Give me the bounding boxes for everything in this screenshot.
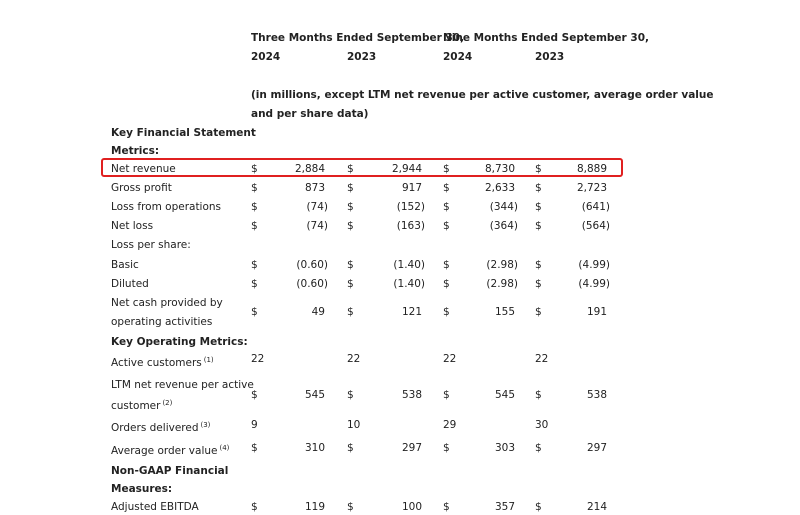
units-note-line1: (in millions, except LTM net revenue per active customer, average order value <box>251 89 714 101</box>
value-ltm-q3-2023: 538 <box>401 389 422 401</box>
value-net-loss-9m-2023: (564) <box>581 220 610 232</box>
value-gross-profit-9m-2023: 2,723 <box>576 182 607 194</box>
currency-symbol: $ <box>251 278 258 290</box>
value-basic-q3-2024: (0.60) <box>296 259 328 271</box>
units-note-line2: and per share data) <box>251 108 369 120</box>
value-net-revenue-q3-2024: 2,884 <box>294 163 325 175</box>
value-orders-9m-2023: 30 <box>535 419 549 431</box>
header-three-months: Three Months Ended September 30, <box>251 32 465 44</box>
currency-symbol: $ <box>535 306 542 318</box>
row-label-net-revenue: Net revenue <box>111 163 176 175</box>
currency-symbol: $ <box>347 220 354 232</box>
footnote-marker: (4) <box>219 444 230 452</box>
row-label-active-customers: Active customers $^{(1)}$ <box>111 356 214 369</box>
value-aov-9m-2023: 297 <box>586 442 607 454</box>
value-net-revenue-9m-2023: 8,889 <box>576 163 607 175</box>
header-year-2024-three: 2024 <box>251 51 281 63</box>
value-diluted-9m-2023: (4.99) <box>578 278 610 290</box>
currency-symbol: $ <box>251 501 258 513</box>
value-active-customers-9m-2024: 22 <box>443 353 457 365</box>
value-net-loss-9m-2024: (364) <box>489 220 518 232</box>
row-label-net-loss: Net loss <box>111 220 154 232</box>
currency-symbol: $ <box>535 201 542 213</box>
value-ebitda-9m-2023: 214 <box>586 501 607 513</box>
row-label-diluted: Diluted <box>111 278 149 290</box>
currency-symbol: $ <box>535 389 542 401</box>
currency-symbol: $ <box>251 442 258 454</box>
value-net-cash-9m-2023: 191 <box>586 306 607 318</box>
currency-symbol: $ <box>347 201 354 213</box>
value-ebitda-q3-2024: 119 <box>304 501 325 513</box>
currency-symbol: $ <box>251 201 258 213</box>
currency-symbol: $ <box>535 501 542 513</box>
currency-symbol: $ <box>347 442 354 454</box>
value-ebitda-q3-2023: 100 <box>401 501 422 513</box>
section-key-financial-2: Metrics: <box>111 145 160 157</box>
currency-symbol: $ <box>347 389 354 401</box>
value-net-loss-q3-2024: (74) <box>306 220 328 232</box>
currency-symbol: $ <box>535 259 542 271</box>
value-active-customers-q3-2024: 22 <box>251 353 265 365</box>
value-net-cash-9m-2024: 155 <box>494 306 515 318</box>
currency-symbol: $ <box>535 278 542 290</box>
value-aov-q3-2024: 310 <box>304 442 325 454</box>
value-loss-ops-q3-2023: (152) <box>396 201 425 213</box>
section-non-gaap-2: Measures: <box>111 483 173 495</box>
currency-symbol: $ <box>535 182 542 194</box>
value-net-cash-q3-2023: 121 <box>401 306 422 318</box>
value-active-customers-9m-2023: 22 <box>535 353 549 365</box>
value-basic-q3-2023: (1.40) <box>393 259 425 271</box>
value-aov-q3-2023: 297 <box>401 442 422 454</box>
currency-symbol: $ <box>251 389 258 401</box>
value-ebitda-9m-2024: 357 <box>494 501 515 513</box>
value-gross-profit-q3-2023: 917 <box>401 182 422 194</box>
currency-symbol: $ <box>443 501 450 513</box>
currency-symbol: $ <box>535 220 542 232</box>
currency-symbol: $ <box>347 306 354 318</box>
row-label-loss-from-operations: Loss from operations <box>111 201 222 213</box>
header-year-2023-nine: 2023 <box>535 51 565 63</box>
currency-symbol: $ <box>347 259 354 271</box>
row-label-loss-per-share: Loss per share: <box>111 239 191 251</box>
value-ltm-9m-2023: 538 <box>586 389 607 401</box>
row-label-average-order-value: Average order value $^{(4)}$ <box>111 444 230 457</box>
value-diluted-q3-2023: (1.40) <box>393 278 425 290</box>
currency-symbol: $ <box>251 182 258 194</box>
row-label-ltm-1: LTM net revenue per active <box>111 379 254 391</box>
row-label-adjusted-ebitda: Adjusted EBITDA <box>111 501 199 513</box>
currency-symbol: $ <box>347 501 354 513</box>
value-gross-profit-q3-2024: 873 <box>304 182 325 194</box>
currency-symbol: $ <box>251 163 258 175</box>
header-nine-months: Nine Months Ended September 30, <box>443 32 649 44</box>
currency-symbol: $ <box>535 442 542 454</box>
currency-symbol: $ <box>347 182 354 194</box>
currency-symbol: $ <box>347 278 354 290</box>
header-year-2023-three: 2023 <box>347 51 377 63</box>
currency-symbol: $ <box>443 389 450 401</box>
value-orders-q3-2024: 9 <box>251 419 258 431</box>
value-net-revenue-q3-2023: 2,944 <box>391 163 422 175</box>
footnote-marker: (2) <box>162 399 173 407</box>
currency-symbol: $ <box>347 163 354 175</box>
value-diluted-q3-2024: (0.60) <box>296 278 328 290</box>
currency-symbol: $ <box>443 442 450 454</box>
footnote-marker: (3) <box>200 421 211 429</box>
currency-symbol: $ <box>443 201 450 213</box>
value-loss-ops-q3-2024: (74) <box>306 201 328 213</box>
value-net-loss-q3-2023: (163) <box>396 220 425 232</box>
value-active-customers-q3-2023: 22 <box>347 353 361 365</box>
value-orders-q3-2023: 10 <box>347 419 361 431</box>
currency-symbol: $ <box>251 220 258 232</box>
value-ltm-q3-2024: 545 <box>304 389 325 401</box>
value-net-revenue-9m-2024: 8,730 <box>484 163 515 175</box>
row-label-gross-profit: Gross profit <box>111 182 172 194</box>
currency-symbol: $ <box>443 163 450 175</box>
row-label-net-cash-1: Net cash provided by <box>111 297 223 309</box>
section-non-gaap-1: Non-GAAP Financial <box>111 465 229 477</box>
value-net-cash-q3-2024: 49 <box>311 306 325 318</box>
value-basic-9m-2024: (2.98) <box>486 259 518 271</box>
row-label-basic: Basic <box>111 259 139 271</box>
header-year-2024-nine: 2024 <box>443 51 473 63</box>
row-label-orders-delivered: Orders delivered $^{(3)}$ <box>111 421 211 434</box>
currency-symbol: $ <box>443 259 450 271</box>
currency-symbol: $ <box>443 220 450 232</box>
currency-symbol: $ <box>443 306 450 318</box>
value-basic-9m-2023: (4.99) <box>578 259 610 271</box>
value-ltm-9m-2024: 545 <box>494 389 515 401</box>
value-gross-profit-9m-2024: 2,633 <box>484 182 515 194</box>
section-key-financial-1: Key Financial Statement <box>111 127 256 139</box>
row-label-ltm-2: customer $^{(2)}$ <box>111 399 173 412</box>
footnote-marker: (1) <box>203 356 214 364</box>
value-loss-ops-9m-2023: (641) <box>581 201 610 213</box>
row-label-net-cash-2: operating activities <box>111 316 213 328</box>
currency-symbol: $ <box>251 306 258 318</box>
currency-symbol: $ <box>251 259 258 271</box>
currency-symbol: $ <box>443 182 450 194</box>
currency-symbol: $ <box>443 278 450 290</box>
value-orders-9m-2024: 29 <box>443 419 457 431</box>
value-loss-ops-9m-2024: (344) <box>489 201 518 213</box>
section-key-operating: Key Operating Metrics: <box>111 336 248 348</box>
value-aov-9m-2024: 303 <box>494 442 515 454</box>
value-diluted-9m-2024: (2.98) <box>486 278 518 290</box>
currency-symbol: $ <box>535 163 542 175</box>
